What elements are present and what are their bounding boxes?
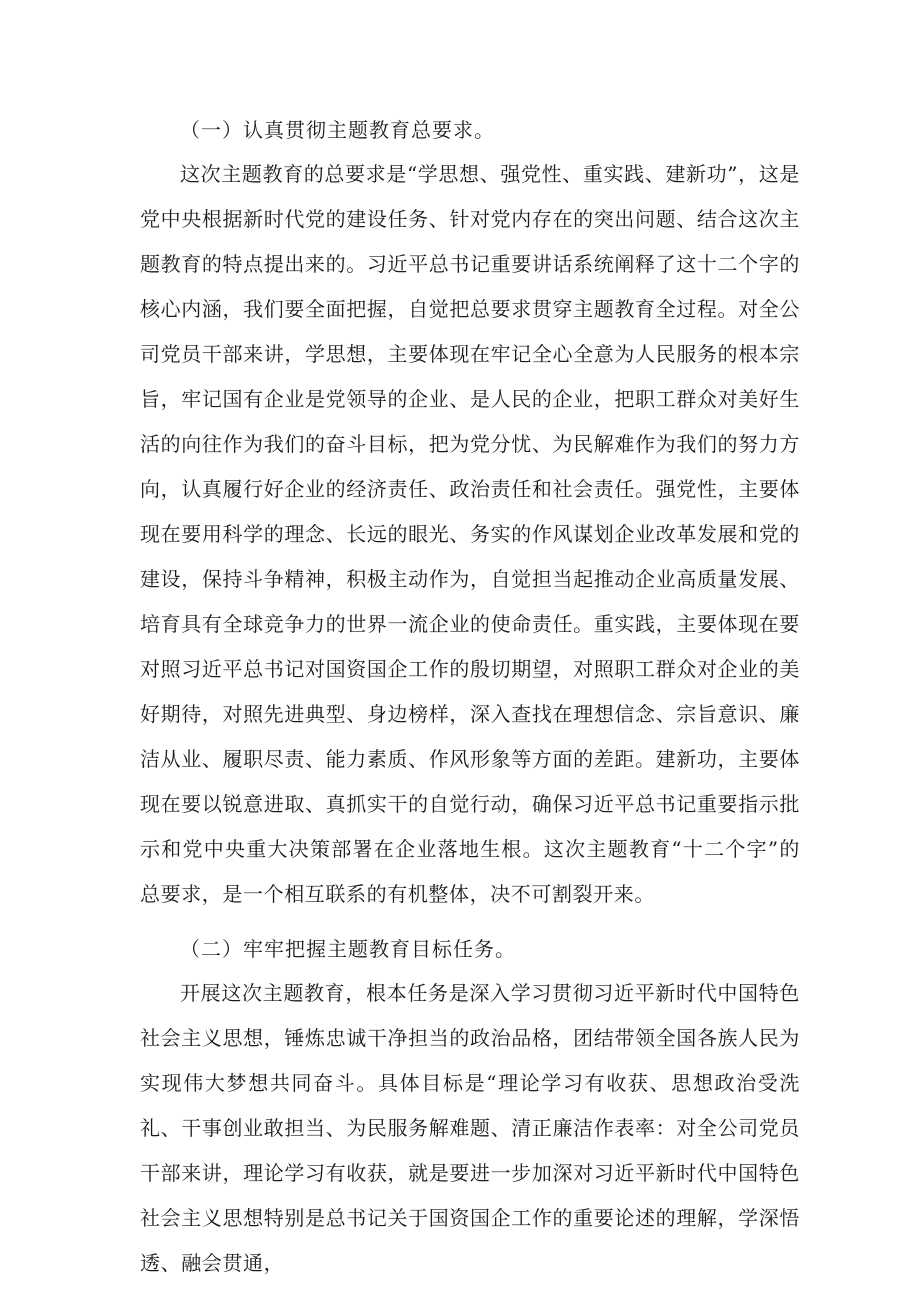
section-paragraph-1: 这次主题教育的总要求是“学思想、强党性、重实践、建新功”，这是党中央根据新时代党的建设任务、针对党内存在的突出问题、结合这次主题教育的特点提出来的。习近平总书记重要讲话系统阐释了这十二个字的核心内涵，我们要全面把握，自觉把总要求贯穿主题教育全过程。对全公司党员干部来讲，学思想，主要体现在牢记全心全意为人民服务的根本宗旨，牢记国有企业是党领导的企业、是人民的企业，把职工群众对美好生活的向往作为我们的奋斗目标，把为党分忧、为民解难作为我们的努力方向，认真履行好企业的经济责任、政治责任和社会责任。强党性，主要体现在要用科学的理念、长远的眼光、务实的作风谋划企业改革发展和党的建设，保持斗争精神，积极主动作为，自觉担当起推动企业高质量发展、培育具有全球竞争力的世界一流企业的使命责任。重实践，主要体现在要对照习近平总书记对国资国企工作的殷切期望，对照职工群众对企业的美好期待，对照先进典型、身边榜样，深入查找在理想信念、宗旨意识、廉洁从业、履职尽责、能力素质、作风形象等方面的差距。建新功，主要体现在要以锐意进取、真抓实干的自觉行动，确保习近平总书记重要指示批示和党中央重大决策部署在企业落地生根。这次主题教育“十二个字”的总要求，是一个相互联系的有机整体，决不可割裂开来。 <box>140 162 800 906</box>
document-body <box>140 108 800 1286</box>
section-heading-2: （二）牢牢把握主题教育目标任务。 <box>180 937 516 961</box>
section-heading-1: （一）认真贯彻主题教育总要求。 <box>180 118 495 142</box>
section-paragraph-2: 开展这次主题教育，根本任务是深入学习贯彻习近平新时代中国特色社会主义思想，锤炼忠诚干净担当的政治品格，团结带领全国各族人民为实现伟大梦想共同奋斗。具体目标是“理论学习有收获、思想政治受洗礼、干事创业敢担当、为民服务解难题、清正廉洁作表率：对全公司党员干部来讲，理论学习有收获，就是要进一步加深对习近平新时代中国特色社会主义思想特别是总书记关于国资国企工作的重要论述的理解，学深悟透、融会贯通， <box>140 981 800 1275</box>
